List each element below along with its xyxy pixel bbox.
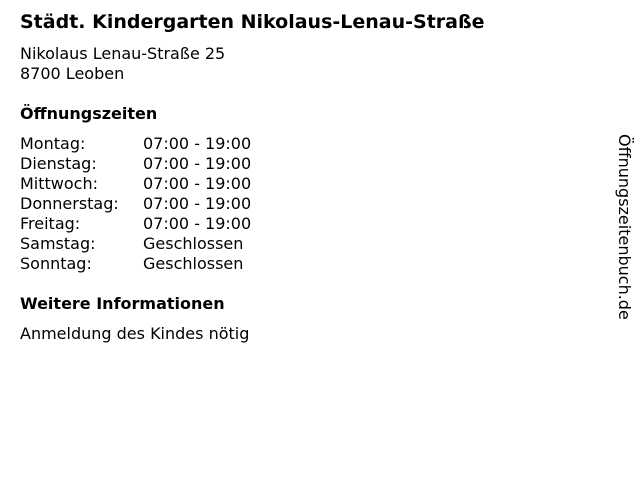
hours-row-tuesday [20,154,580,174]
hours-time: 07:00 - 19:00 [143,214,252,233]
hours-row-thursday [20,194,580,214]
hours-row-saturday [20,234,580,254]
listing-content [20,10,580,344]
hours-day: Donnerstag: [20,194,119,213]
opening-hours-heading: Öffnungszeiten [20,104,158,123]
hours-day: Sonntag: [20,254,92,273]
address-street: Nikolaus Lenau-Straße 25 [20,44,226,63]
opening-hours-table [20,134,580,274]
hours-day: Freitag: [20,214,81,233]
hours-row-sunday [20,254,580,274]
hours-day: Mittwoch: [20,174,98,193]
hours-row-monday [20,134,580,154]
hours-time: Geschlossen [143,234,244,253]
hours-row-friday [20,214,580,234]
site-watermark: Öffnungszeitenbuch.de [615,134,634,320]
page-title: Städt. Kindergarten Nikolaus-Lenau-Straße [20,11,485,33]
address-city: 8700 Leoben [20,64,125,83]
hours-day: Dienstag: [20,154,97,173]
hours-time: 07:00 - 19:00 [143,174,252,193]
hours-row-wednesday [20,174,580,194]
hours-day: Montag: [20,134,86,153]
hours-time: 07:00 - 19:00 [143,154,252,173]
hours-time: Geschlossen [143,254,244,273]
more-info-text: Anmeldung des Kindes nötig [20,324,250,343]
address-block [20,44,580,84]
hours-day: Samstag: [20,234,96,253]
hours-time: 07:00 - 19:00 [143,194,252,213]
more-info-heading: Weitere Informationen [20,294,225,313]
hours-time: 07:00 - 19:00 [143,134,252,153]
